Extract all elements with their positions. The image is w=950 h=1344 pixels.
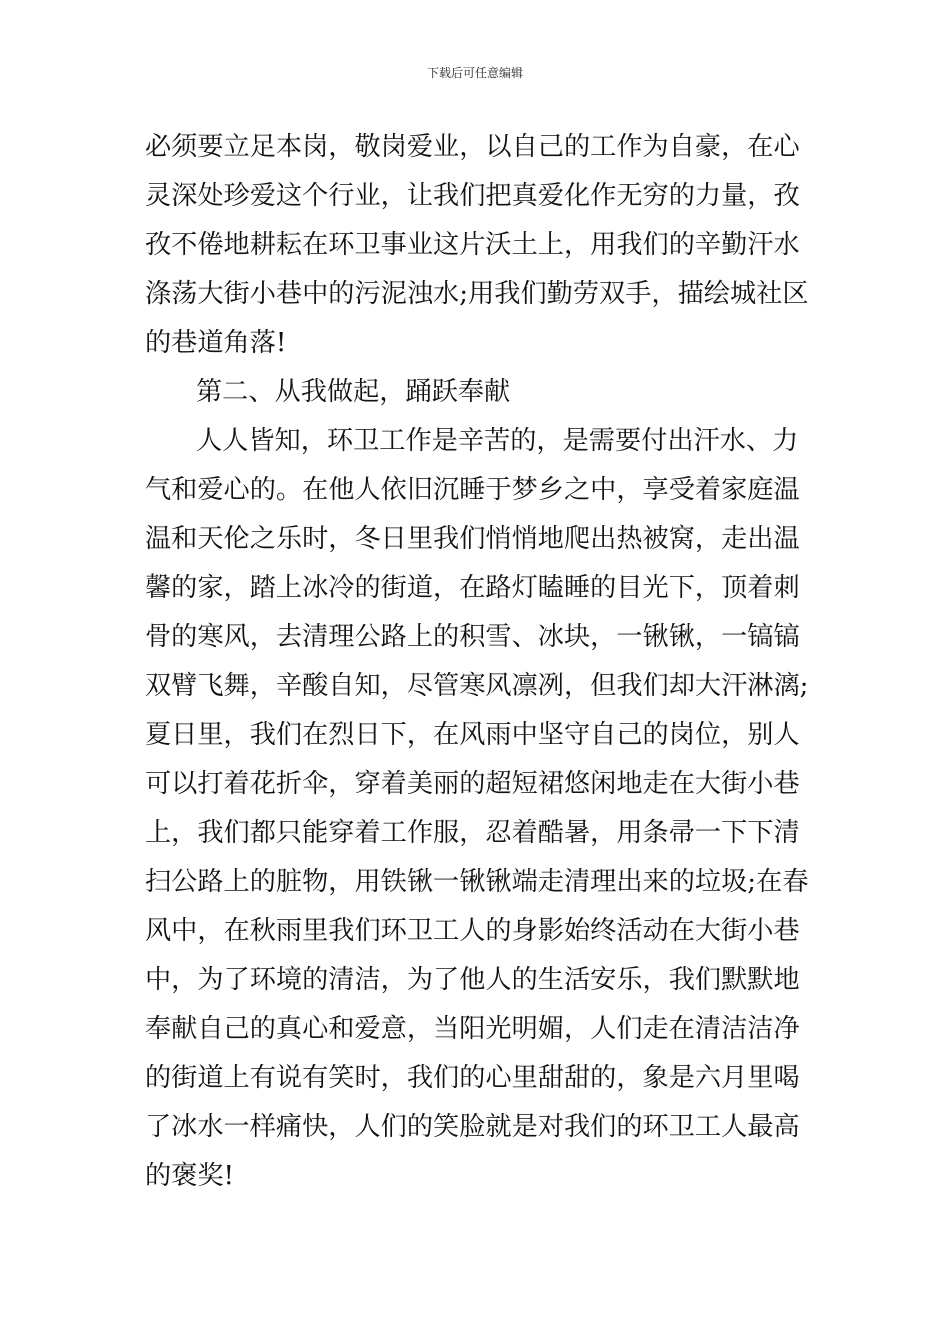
text-line: 扫公路上的脏物，用铁锹一锹锹端走清理出来的垃圾;在春	[145, 867, 809, 897]
text-line: 孜不倦地耕耘在环卫事业这片沃土上，用我们的辛勤汗水	[145, 230, 800, 260]
text-line: 的街道上有说有笑时，我们的心里甜甜的，象是六月里喝	[145, 1063, 800, 1093]
text-line: 必须要立足本岗，敬岗爱业，以自己的工作为自豪，在心	[145, 132, 800, 162]
text-line: 气和爱心的。在他人依旧沉睡于梦乡之中，享受着家庭温	[145, 475, 800, 505]
text-line: 了冰水一样痛快，人们的笑脸就是对我们的环卫工人最高	[145, 1112, 800, 1142]
page-header: 下载后可任意编辑	[426, 66, 523, 80]
text-line: 可以打着花折伞，穿着美丽的超短裙悠闲地走在大街小巷	[145, 769, 800, 799]
text-line: 的巷道角落!	[145, 328, 287, 358]
text-line: 的褒奖!	[145, 1161, 235, 1191]
text-line: 人人皆知，环卫工作是辛苦的，是需要付出汗水、力	[196, 426, 799, 456]
text-line: 温和天伦之乐时，冬日里我们悄悄地爬出热被窝，走出温	[145, 524, 800, 554]
text-line: 骨的寒风，去清理公路上的积雪、冰块，一锹锹，一镐镐	[145, 622, 800, 652]
section-heading: 第二、从我做起，踊跃奉献	[196, 377, 511, 407]
text-line: 上，我们都只能穿着工作服，忍着酷暑，用条帚一下下清	[145, 818, 800, 848]
document-body	[145, 123, 809, 1201]
text-line: 风中，在秋雨里我们环卫工人的身影始终活动在大街小巷	[145, 916, 800, 946]
text-line: 涤荡大街小巷中的污泥浊水;用我们勤劳双手，描绘城社区	[145, 279, 809, 309]
text-line: 奉献自己的真心和爱意，当阳光明媚，人们走在清洁洁净	[145, 1014, 800, 1044]
text-line: 中，为了环境的清洁，为了他人的生活安乐，我们默默地	[145, 965, 800, 995]
text-line: 馨的家，踏上冰冷的街道，在路灯瞌睡的目光下，顶着刺	[145, 573, 800, 603]
text-line: 夏日里，我们在烈日下，在风雨中坚守自己的岗位，别人	[145, 720, 800, 750]
text-line: 双臂飞舞，辛酸自知，尽管寒风凛冽，但我们却大汗淋漓;	[145, 671, 809, 701]
text-line: 灵深处珍爱这个行业，让我们把真爱化作无穷的力量，孜	[145, 181, 800, 211]
